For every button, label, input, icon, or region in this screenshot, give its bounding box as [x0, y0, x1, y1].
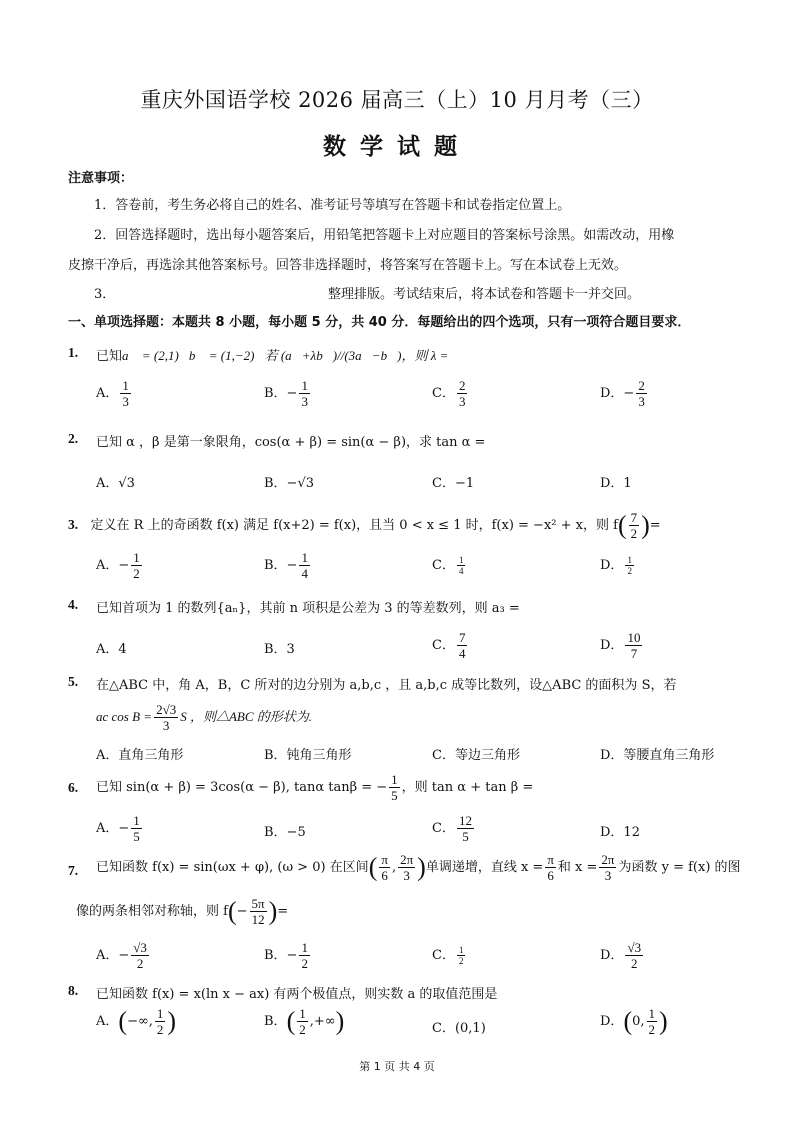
option-b: B．− $\frac{1}{3}$	[264, 378, 308, 409]
option-d: D．12	[600, 825, 640, 840]
option-d: D．(0, $\frac{1}{2}$ )	[600, 1006, 668, 1037]
question-5-line-1: 在△ABC 中，角 A，B，C 所对的边分别为 a,b,c ，且 a,b,c 成等比数列，设△ABC 的面积为 S，若	[96, 678, 677, 693]
question-4-stem: 已知首项为 1 的数列{aₙ}，其前 n 项积是公差为 3 的等差数列，则 a₃ =	[96, 601, 520, 616]
question-8-stem: 已知函数 f(x) = x(ln x − ax) 有两个极值点，则实数 a 的取值范围是	[96, 987, 498, 1002]
option-a: A．(−∞, $\frac{1}{2}$ )	[96, 1006, 177, 1037]
option-c: C． $\frac{7}{4}$	[432, 630, 466, 661]
option-a: A．− $\frac{1}{2}$	[96, 550, 140, 581]
option-a: A．− $\frac{1}{5}$	[96, 813, 140, 844]
question-number: 5.	[68, 674, 79, 689]
option-b: B．− $\frac{1}{2}$	[264, 940, 308, 971]
option-b: B．钝角三角形	[264, 748, 352, 763]
notice-item-1: 1．答卷前，考生务必将自己的姓名、准考证号等填写在答题卡和试卷指定位置上。	[94, 198, 571, 213]
question-1-prefix: 已知	[96, 349, 123, 364]
question-number: 3.	[68, 517, 79, 532]
question-7-line-2: 像的两条相邻对称轴，则 f(− $\frac{5\pi}{12}$ )=	[76, 896, 289, 927]
notice-item-2-line-2: 皮擦干净后，再选涂其他答案标号。回答非选择题时，将答案写在答题卡上。写在本试卷上无效。	[68, 258, 628, 273]
option-b: B．( $\frac{1}{2}$ ,+∞)	[264, 1006, 345, 1037]
option-c: C．等边三角形	[432, 748, 520, 763]
question-number: 4.	[68, 597, 79, 612]
exam-title: 重庆外国语学校 2026 届高三（上）10 月月考（三）	[140, 88, 654, 112]
question-number: 6.	[68, 780, 79, 795]
option-b: B．−5	[264, 825, 306, 840]
option-d: D． $\frac{1}{2}$	[600, 555, 632, 576]
option-d: D．1	[600, 476, 632, 491]
question-6-stem: 已知 sin(α + β) = 3cos(α − β), tanα tanβ = − $\frac{1}{5}$ ，则 tan α + tan β =	[96, 772, 534, 803]
notice-item-3-text: 整理排版。考试结束后，将本试卷和答题卡一并交回。	[328, 287, 641, 302]
notice-heading: 注意事项：	[68, 171, 134, 186]
exam-subtitle: 数学试题	[323, 133, 471, 160]
question-7-line-1: 已知函数 f(x) = sin(ωx + φ), (ω > 0) 在区间( $\frac{\pi}{6}$ , $\frac{2\pi}{3}$ )单调递增，直线 x = $\frac{\pi}{6}$ 和 x = $\frac{2\pi}{3}$ 为函数 y = f(x) 的图	[96, 852, 741, 883]
option-c: C． $\frac{1}{2}$	[432, 945, 464, 966]
option-c: C．(0,1)	[432, 1021, 486, 1036]
notice-item-3-number: 3．	[94, 287, 116, 302]
question-3-text: 定义在 R 上的奇函数 f(x) 满足 f(x+2) = f(x)，且当 0 < x ≤ 1 时，f(x) = −x² + x，则 f	[90, 518, 618, 533]
question-number: 2.	[68, 431, 79, 446]
option-b: B．− $\frac{1}{4}$	[264, 550, 308, 581]
option-a: A．4	[96, 642, 127, 657]
notice-item-2-line-1: 2．回答选择题时，选出每小题答案后，用铅笔把答题卡上对应题目的答案标号涂黑。如需改动，用橡	[94, 228, 675, 243]
option-d: D． $\frac{√3}{2}$	[600, 940, 642, 971]
option-d: D．等腰直角三角形	[600, 748, 715, 763]
option-c: C． $\frac{1}{4}$	[432, 555, 464, 576]
option-a: A．− $\frac{√3}{2}$	[96, 940, 147, 971]
question-number: 1.	[68, 345, 79, 360]
option-d: D． $\frac{10}{7}$	[600, 630, 641, 661]
question-3-stem: 3. 定义在 R 上的奇函数 f(x) 满足 f(x+2) = f(x)，且当 0 < x ≤ 1 时，f(x) = −x² + x，则 f( $\frac{7}{2}$ )=	[68, 510, 661, 541]
question-2-stem: 已知 α ，β 是第一象限角，cos(α + β) = sin(α − β)，求 tan α =	[96, 435, 486, 450]
option-a: A．直角三角形	[96, 748, 184, 763]
option-b: B．−√3	[264, 476, 315, 491]
page-footer: 第 1 页 共 4 页	[359, 1060, 435, 1073]
question-1-condition: a⃗ = (2,1)，b⃗ = (1,−2)，若 (a⃗+λb⃗)//(3a⃗−b⃗)，则 λ =	[122, 348, 449, 363]
option-c: C． $\frac{2}{3}$	[432, 378, 466, 409]
option-c: C．−1	[432, 476, 475, 491]
question-5-line-2: ac cos B = $\frac{2√3}{3}$ S ，则△ABC 的形状为.	[96, 702, 313, 733]
question-1-stem	[96, 345, 448, 364]
section-heading: 一、单项选择题：本题共 8 小题，每小题 5 分，共 40 分．每题给出的四个选项，只有一项符合题目要求．	[68, 315, 691, 330]
question-number: 7.	[68, 863, 79, 878]
option-d: D．− $\frac{2}{3}$	[600, 378, 645, 409]
option-a: A． $\frac{1}{3}$	[96, 378, 129, 409]
option-b: B．3	[264, 642, 295, 657]
question-number: 8.	[68, 983, 79, 998]
option-a: A．√3	[96, 476, 135, 491]
option-c: C． $\frac{12}{5}$	[432, 813, 472, 844]
